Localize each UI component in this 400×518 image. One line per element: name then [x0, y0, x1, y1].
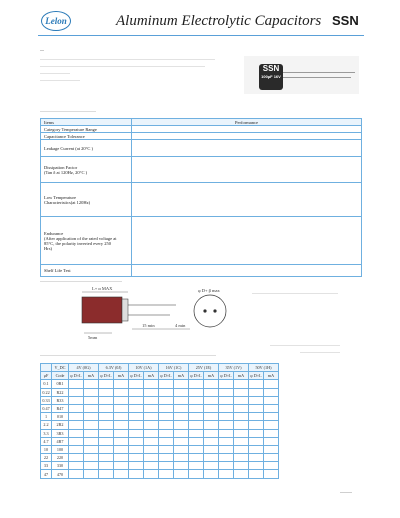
- table-cell: [204, 429, 219, 437]
- voltage-header: 25V (1E): [189, 364, 219, 372]
- table-cell: [174, 437, 189, 445]
- sub-header: mA: [204, 372, 219, 380]
- capacitance-value: 0.22: [42, 389, 50, 395]
- capacitance-code: 330: [52, 462, 69, 470]
- sub-header: mA: [114, 372, 129, 380]
- table-cell: [219, 413, 234, 421]
- vdc-header: V_DC: [52, 364, 69, 372]
- table-cell: [114, 404, 129, 412]
- specifications-table: [40, 118, 362, 277]
- table-cell: [219, 380, 234, 388]
- corner-cell: [41, 364, 52, 372]
- capacitance-value: 1: [41, 413, 52, 421]
- table-cell: [249, 396, 264, 404]
- page-title: Aluminum Electrolytic Capacitors: [116, 13, 322, 29]
- sub-header: mA: [174, 372, 189, 380]
- table-cell: [84, 462, 99, 470]
- table-cell: [144, 396, 159, 404]
- table-cell: [144, 454, 159, 462]
- capacitance-code: 470: [52, 470, 69, 478]
- table-cell: [84, 437, 99, 445]
- capacitance-code: R22: [52, 388, 69, 396]
- spec-row-item: Capacitance Tolerance: [41, 133, 132, 140]
- table-cell: [189, 454, 204, 462]
- table-cell: [174, 380, 189, 388]
- sub-header: φ D×L: [70, 373, 82, 379]
- table-cell: [234, 380, 249, 388]
- table-cell: [114, 421, 129, 429]
- table-cell: [84, 380, 99, 388]
- table-cell: [144, 404, 159, 412]
- table-cell: [99, 470, 114, 478]
- table-cell: [69, 413, 84, 421]
- table-cell: [69, 380, 84, 388]
- table-cell: [174, 421, 189, 429]
- table-cell: [99, 454, 114, 462]
- table-row: [41, 421, 279, 429]
- table-cell: [174, 413, 189, 421]
- sub-header: φ D×L: [100, 373, 112, 379]
- table-cell: [99, 445, 114, 453]
- table-row: [41, 413, 279, 421]
- table-cell: [204, 421, 219, 429]
- spec-row-item: Dissipation Factor (Tan δ at 120Hz, 20°C ): [41, 157, 132, 183]
- table-cell: [219, 437, 234, 445]
- dimension-notes: [252, 293, 338, 294]
- table-cell: [159, 445, 174, 453]
- table-cell: [234, 470, 249, 478]
- capacitance-table: [40, 363, 279, 479]
- capacitance-value: 4.7: [41, 437, 52, 445]
- table-cell: [84, 429, 99, 437]
- capacitance-code: 3R3: [52, 429, 69, 437]
- table-cell: [159, 404, 174, 412]
- sub-header: mA: [264, 372, 279, 380]
- table-cell: [114, 413, 129, 421]
- table-cell: [129, 421, 144, 429]
- table-cell: [69, 404, 84, 412]
- table-cell: [264, 413, 279, 421]
- table-cell: [144, 437, 159, 445]
- table-cell: [129, 470, 144, 478]
- table-cell: [174, 462, 189, 470]
- capacitance-rows: [41, 380, 279, 478]
- table-cell: [129, 396, 144, 404]
- spec-row-item: Leakage Current (at 20°C ): [41, 140, 132, 157]
- table-cell: [129, 445, 144, 453]
- dimensions-heading: [40, 281, 122, 282]
- capacitance-code: R47: [52, 404, 69, 412]
- table-cell: [189, 421, 204, 429]
- table-cell: [99, 421, 114, 429]
- table-cell: [84, 396, 99, 404]
- spec-section-heading: [40, 111, 96, 112]
- table-cell: [249, 470, 264, 478]
- spec-row-performance: [132, 133, 362, 140]
- table-cell: [144, 388, 159, 396]
- table-cell: [129, 429, 144, 437]
- table-cell: [84, 421, 99, 429]
- table-cell: [144, 413, 159, 421]
- table-cell: [69, 429, 84, 437]
- table-row: [41, 429, 279, 437]
- table-cell: [69, 388, 84, 396]
- dimension-notes: [300, 352, 340, 353]
- table-cell: [189, 429, 204, 437]
- series-name: SSN: [332, 13, 359, 28]
- capacitance-value: 33: [41, 462, 52, 470]
- table-cell: [159, 421, 174, 429]
- spec-row-performance: [132, 183, 362, 217]
- capacitor-side-view: [82, 297, 122, 323]
- capacitance-value: 3.3: [41, 429, 52, 437]
- table-cell: [114, 470, 129, 478]
- table-cell: [189, 380, 204, 388]
- table-cell: [144, 462, 159, 470]
- table-cell: [174, 470, 189, 478]
- table-cell: [189, 388, 204, 396]
- capacitance-value: 22: [41, 454, 52, 462]
- table-cell: [234, 445, 249, 453]
- table-cell: [84, 413, 99, 421]
- table-cell: [174, 429, 189, 437]
- table-row: [41, 380, 279, 388]
- capacitor-ratings-mark: 100µF 16V: [261, 74, 281, 79]
- table-cell: [234, 388, 249, 396]
- capacitance-value: 10: [41, 445, 52, 453]
- table-cell: [234, 404, 249, 412]
- capacitance-code: R33: [52, 396, 69, 404]
- table-cell: [189, 396, 204, 404]
- capacitance-value: 0.1: [41, 380, 52, 388]
- table-cell: [234, 462, 249, 470]
- table-cell: [69, 437, 84, 445]
- table-cell: [204, 396, 219, 404]
- table-cell: [234, 396, 249, 404]
- capacitance-value: 0.33: [42, 397, 50, 403]
- table-cell: [84, 404, 99, 412]
- sub-header: φ D×L: [190, 373, 202, 379]
- dim-label-15: 15 min: [142, 323, 155, 328]
- table-cell: [264, 445, 279, 453]
- table-cell: [114, 454, 129, 462]
- table-row: [41, 445, 279, 453]
- table-cell: [129, 380, 144, 388]
- table-cell: [204, 462, 219, 470]
- table-cell: [99, 388, 114, 396]
- dimension-notes: [270, 345, 340, 346]
- table-cell: [219, 404, 234, 412]
- table-cell: [159, 388, 174, 396]
- table-cell: [114, 429, 129, 437]
- table-cell: [174, 396, 189, 404]
- table-cell: [99, 437, 114, 445]
- sub-header: φ D×L: [160, 373, 172, 379]
- sub-header: mA: [144, 372, 159, 380]
- table-cell: [234, 421, 249, 429]
- table-cell: [264, 388, 279, 396]
- table-cell: [69, 445, 84, 453]
- table-cell: [69, 470, 84, 478]
- table-cell: [249, 462, 264, 470]
- page-number: [340, 492, 352, 493]
- table-cell: [219, 462, 234, 470]
- capacitance-value: 47: [41, 470, 52, 478]
- table-row: [41, 470, 279, 478]
- table-cell: [189, 437, 204, 445]
- table-cell: [249, 413, 264, 421]
- voltage-header: 50V (1H): [249, 364, 279, 372]
- sub-header: φ D×L: [130, 373, 142, 379]
- sub-header: φ D×L: [250, 373, 262, 379]
- capacitance-code: 100: [52, 445, 69, 453]
- table-cell: [204, 388, 219, 396]
- table-cell: [69, 462, 84, 470]
- table-cell: [234, 429, 249, 437]
- dim-label-d: φ D+ β max: [198, 288, 220, 293]
- spec-col-items: Items: [41, 119, 132, 126]
- lelon-logo: Lelon: [41, 11, 71, 31]
- table-cell: [114, 445, 129, 453]
- dim-label-l: L+ α MAX: [92, 286, 113, 291]
- table-cell: [249, 421, 264, 429]
- table-cell: [189, 413, 204, 421]
- table-row: [41, 388, 279, 396]
- table-cell: [114, 437, 129, 445]
- sub-header: mA: [234, 372, 249, 380]
- header-rule: [38, 35, 364, 36]
- dim-label-5: 5mm: [88, 335, 98, 340]
- table-cell: [249, 454, 264, 462]
- spec-row-performance: [132, 126, 362, 133]
- table-cell: [264, 429, 279, 437]
- spec-row-performance: [132, 140, 362, 157]
- spec-row-item: Category Temperature Range: [41, 126, 132, 133]
- uf-header: µF: [41, 372, 52, 380]
- table-cell: [159, 437, 174, 445]
- table-cell: [114, 380, 129, 388]
- voltage-header: 6.3V (0J): [99, 364, 129, 372]
- capacitance-code: 010: [52, 413, 69, 421]
- table-cell: [84, 445, 99, 453]
- cap-table-heading: [40, 355, 216, 356]
- table-cell: [84, 454, 99, 462]
- table-cell: [249, 388, 264, 396]
- table-cell: [249, 437, 264, 445]
- table-cell: [204, 413, 219, 421]
- table-cell: [129, 413, 144, 421]
- table-cell: [159, 429, 174, 437]
- table-cell: [144, 445, 159, 453]
- table-cell: [189, 470, 204, 478]
- spec-row-item: Low Temperature Characteristics(at 120Hz): [41, 183, 132, 217]
- table-cell: [204, 470, 219, 478]
- table-cell: [174, 454, 189, 462]
- table-cell: [99, 404, 114, 412]
- table-cell: [249, 429, 264, 437]
- dim-label-4: 4 min: [175, 323, 186, 328]
- table-cell: [264, 462, 279, 470]
- table-cell: [174, 445, 189, 453]
- table-cell: [99, 380, 114, 388]
- table-row: [41, 454, 279, 462]
- table-cell: [159, 396, 174, 404]
- table-cell: [69, 396, 84, 404]
- dimension-drawing: [72, 283, 232, 343]
- table-cell: [144, 470, 159, 478]
- table-cell: [234, 437, 249, 445]
- table-cell: [99, 429, 114, 437]
- spec-row-item: Endurance (After application of the rated voltage at 85°C, the polarity inverted every 250 Hrs): [41, 217, 132, 265]
- table-cell: [204, 437, 219, 445]
- voltage-header: 4V (0G): [69, 364, 99, 372]
- sub-header: mA: [84, 372, 99, 380]
- table-cell: [99, 462, 114, 470]
- table-cell: [204, 404, 219, 412]
- table-cell: [264, 470, 279, 478]
- table-cell: [234, 413, 249, 421]
- capacitance-code: 0R1: [52, 380, 69, 388]
- table-cell: [219, 429, 234, 437]
- capacitor-body: [259, 64, 283, 90]
- table-row: [41, 404, 279, 412]
- table-cell: [249, 380, 264, 388]
- capacitance-value: 0.47: [42, 406, 50, 412]
- voltage-header: 35V (1V): [219, 364, 249, 372]
- table-cell: [69, 421, 84, 429]
- features-text: [40, 50, 230, 81]
- table-cell: [249, 445, 264, 453]
- table-cell: [159, 380, 174, 388]
- table-cell: [129, 388, 144, 396]
- spec-row-item: Shelf Life Test: [41, 265, 132, 277]
- sub-header: φ D×L: [220, 373, 232, 379]
- table-cell: [159, 413, 174, 421]
- table-cell: [234, 454, 249, 462]
- spec-row-performance: [132, 265, 362, 277]
- table-cell: [114, 388, 129, 396]
- table-cell: [204, 454, 219, 462]
- table-cell: [264, 454, 279, 462]
- table-cell: [159, 462, 174, 470]
- capacitance-code: 2R2: [52, 421, 69, 429]
- spec-col-performance: Performance: [132, 119, 362, 126]
- table-cell: [84, 470, 99, 478]
- capacitor-end-view: [194, 295, 226, 327]
- table-cell: [174, 388, 189, 396]
- table-cell: [129, 454, 144, 462]
- table-cell: [189, 404, 204, 412]
- table-cell: [159, 470, 174, 478]
- table-cell: [144, 380, 159, 388]
- capacitance-code: 4R7: [52, 437, 69, 445]
- table-cell: [264, 380, 279, 388]
- table-cell: [129, 437, 144, 445]
- voltage-header: 16V (1C): [159, 364, 189, 372]
- table-cell: [219, 421, 234, 429]
- spec-row-performance: [132, 217, 362, 265]
- table-cell: [84, 388, 99, 396]
- table-cell: [264, 421, 279, 429]
- table-cell: [114, 462, 129, 470]
- capacitor-series-mark: SSN: [262, 64, 280, 73]
- table-cell: [219, 470, 234, 478]
- table-cell: [264, 437, 279, 445]
- table-cell: [219, 396, 234, 404]
- table-row: [41, 462, 279, 470]
- table-cell: [264, 404, 279, 412]
- table-cell: [159, 454, 174, 462]
- spec-row-performance: [132, 157, 362, 183]
- voltage-header: 10V (1A): [129, 364, 159, 372]
- capacitance-code: 220: [52, 454, 69, 462]
- table-row: [41, 437, 279, 445]
- table-row: [41, 396, 279, 404]
- table-cell: [204, 445, 219, 453]
- table-cell: [249, 404, 264, 412]
- table-cell: [114, 396, 129, 404]
- code-header: Code: [52, 372, 69, 380]
- table-cell: [189, 445, 204, 453]
- table-cell: [144, 421, 159, 429]
- table-cell: [219, 388, 234, 396]
- table-cell: [204, 380, 219, 388]
- table-cell: [144, 429, 159, 437]
- table-cell: [99, 396, 114, 404]
- table-cell: [129, 462, 144, 470]
- table-cell: [99, 413, 114, 421]
- table-cell: [129, 404, 144, 412]
- table-cell: [189, 462, 204, 470]
- table-cell: [69, 454, 84, 462]
- table-cell: [219, 454, 234, 462]
- capacitance-value: 2.2: [41, 421, 52, 429]
- table-cell: [264, 396, 279, 404]
- table-cell: [174, 404, 189, 412]
- table-cell: [219, 445, 234, 453]
